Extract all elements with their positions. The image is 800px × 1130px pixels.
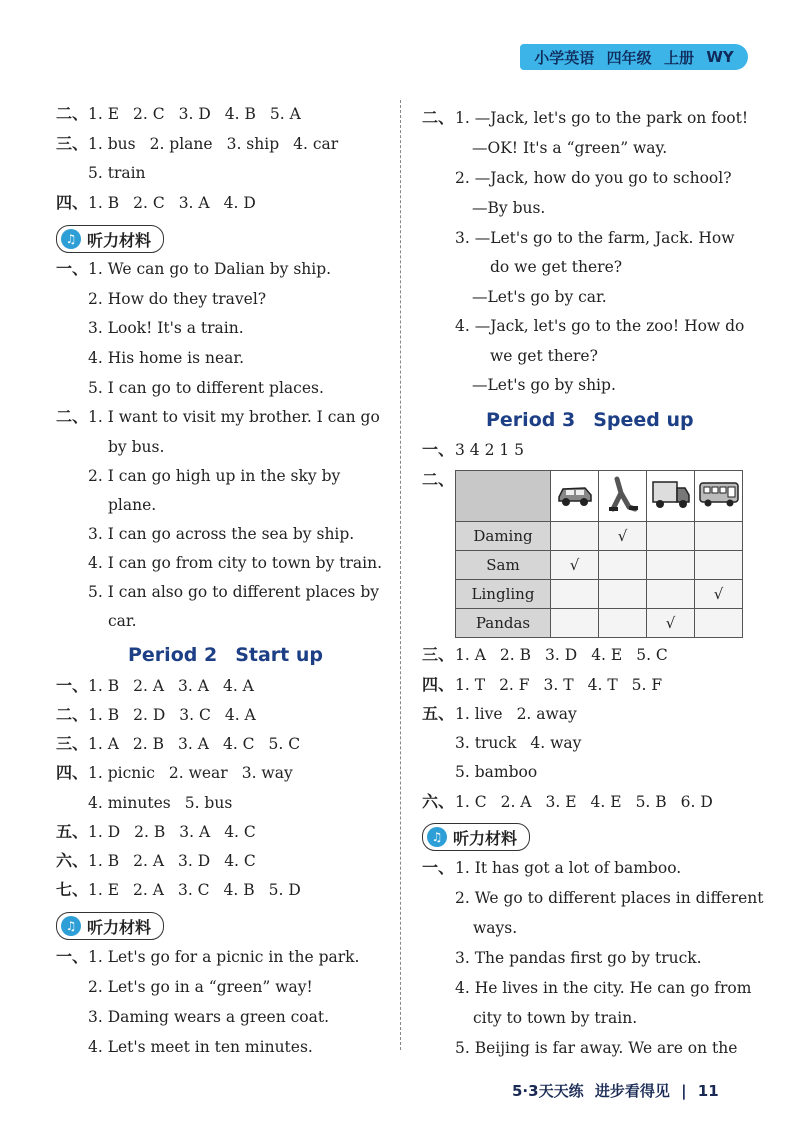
text-line: 4. —Jack, let's go to the zoo! How do (455, 317, 745, 335)
answer-row (88, 851, 256, 871)
text-line: 1. —Jack, let's go to the park on foot! (455, 109, 749, 127)
answer-item: 3. A (178, 194, 210, 212)
answer-item: 4. car (293, 135, 339, 153)
listening-material-text: 听力材料 (87, 917, 152, 937)
text-line: do we get there? (490, 258, 623, 276)
table-icon-cell (551, 471, 599, 522)
text-line: 4. I can go from city to town by train. (88, 554, 383, 572)
text-line: 2. We go to different places in different (455, 889, 764, 907)
check-cell (695, 609, 743, 638)
answer-item: 3. E (545, 793, 577, 811)
edition-label: WY (706, 48, 734, 66)
answer-item: 5. train (88, 164, 146, 182)
footer-brand: 5·3天天练 (512, 1082, 584, 1100)
text-line: 4. He lives in the city. He can go from (455, 979, 752, 997)
answer-item: 4. T (587, 676, 618, 694)
check-cell: √ (551, 551, 599, 580)
answer-item: 1. B (88, 194, 120, 212)
text-line: 3. Look! It's a train. (88, 319, 244, 337)
table-icon-cell (695, 471, 743, 522)
section-number: 三、 (422, 645, 455, 664)
answer-item: 2. A (133, 677, 165, 695)
answer-row (455, 645, 668, 665)
headphones-icon: ♫ (61, 229, 81, 249)
answer-item: 4. way (530, 734, 582, 752)
answer-item: 2. C (133, 194, 165, 212)
headphones-icon: ♫ (61, 916, 81, 936)
text-line: 5. I can also go to different places by (88, 583, 379, 601)
section-number: 六、 (56, 851, 89, 870)
answer-item: 4. C (222, 735, 255, 753)
answer-item: 3. D (178, 852, 211, 870)
check-cell (551, 580, 599, 609)
answer-row (88, 676, 254, 696)
text-line: 1. I want to visit my brother. I can go (88, 408, 380, 426)
period-title: Start up (235, 644, 323, 666)
answer-item: 1. D (88, 823, 121, 841)
check-cell: √ (695, 580, 743, 609)
section-number: 三、 (56, 734, 89, 753)
answer-row (88, 880, 301, 900)
answer-row (88, 734, 300, 754)
section-number: 一、 (422, 858, 455, 877)
table-icon-cell (599, 471, 647, 522)
answer-row (88, 134, 338, 154)
answer-item: 1. C (455, 793, 487, 811)
answer-item: 4. A (222, 677, 254, 695)
answer-item: 1. bus (88, 135, 136, 153)
answer-item: 4. A (224, 706, 256, 724)
answer-item: 4. D (223, 194, 256, 212)
answer-item: 2. wear (168, 764, 228, 782)
answer-item: 2. B (132, 735, 165, 753)
walking-icon (603, 499, 643, 517)
column-divider (400, 100, 401, 1050)
row-name: Pandas (456, 609, 551, 638)
listening-material-label (56, 225, 164, 253)
answer-item: 1. B (88, 852, 120, 870)
transport-table (455, 470, 743, 638)
answer-row (88, 705, 256, 725)
answer-item: 1. E (88, 881, 120, 899)
headphones-icon: ♫ (427, 827, 447, 847)
answer-item: 2. C (133, 105, 165, 123)
answer-item: 2. away (516, 705, 577, 723)
answer-item: 4. minutes (88, 794, 171, 812)
answer-item: 3. T (543, 676, 574, 694)
text-line: 2. I can go high up in the sky by (88, 467, 341, 485)
text-line: city to town by train. (473, 1009, 638, 1027)
answer-item: 4. E (590, 793, 622, 811)
answer-item: 3. ship (226, 135, 280, 153)
section-number: 五、 (56, 822, 89, 841)
text-line: 2. How do they travel? (88, 290, 267, 308)
answer-row (88, 193, 256, 213)
table-row (456, 551, 743, 580)
answer-item: 1. B (88, 706, 120, 724)
car-icon (555, 495, 595, 513)
header-badge (520, 44, 748, 70)
section-number: 五、 (422, 704, 455, 723)
section-number: 四、 (56, 193, 89, 212)
answer-item: 1. T (455, 676, 486, 694)
subject-label: 小学英语 (534, 48, 595, 67)
text-line: 3 4 2 1 5 (455, 441, 525, 459)
listening-material-label (422, 823, 530, 851)
answer-item: 1. picnic (88, 764, 155, 782)
row-name: Sam (456, 551, 551, 580)
answer-item: 4. E (591, 646, 623, 664)
answer-row (88, 163, 146, 183)
truck-icon (650, 497, 692, 515)
row-name: Lingling (456, 580, 551, 609)
text-line: 4. Let's meet in ten minutes. (88, 1038, 313, 1056)
row-name: Daming (456, 522, 551, 551)
table-row (456, 522, 743, 551)
period-name: Period 3 (486, 409, 576, 431)
section-number: 一、 (56, 947, 89, 966)
answer-item: 3. way (241, 764, 293, 782)
answer-item: 1. A (455, 646, 486, 664)
text-line: 2. Let's go in a “green” way! (88, 978, 313, 996)
period-title: Speed up (593, 409, 694, 431)
footer-slogan: 进步看得见 (594, 1082, 670, 1100)
answer-row (455, 733, 581, 753)
answer-item: 1. E (88, 105, 120, 123)
answer-item: 1. A (88, 735, 119, 753)
text-line: 3. —Let's go to the farm, Jack. How (455, 229, 735, 247)
section-number: 二、 (56, 705, 89, 724)
answer-item: 2. F (499, 676, 530, 694)
answer-item: 5. F (631, 676, 663, 694)
answer-item: 2. A (500, 793, 532, 811)
section-number: 六、 (422, 792, 455, 811)
volume-label: 上册 (663, 48, 694, 67)
check-cell (647, 551, 695, 580)
text-line: ways. (473, 919, 518, 937)
page-footer: 5·3天天练 进步看得见 | 11 (512, 1082, 719, 1100)
text-line: 1. Let's go for a picnic in the park. (88, 948, 360, 966)
answer-item: 5. A (269, 105, 301, 123)
listening-material-text: 听力材料 (87, 230, 152, 250)
section-number: 一、 (422, 440, 455, 459)
answer-item: 1. live (455, 705, 503, 723)
table-row (456, 580, 743, 609)
answer-item: 3. D (178, 105, 211, 123)
answer-row (455, 675, 662, 695)
text-line: we get there? (490, 347, 598, 365)
text-line: —By bus. (472, 199, 546, 217)
answer-item: 4. B (223, 881, 255, 899)
answer-item: 4. C (224, 823, 256, 841)
answer-item: 3. A (178, 677, 209, 695)
period-name: Period 2 (128, 644, 218, 666)
answer-item: 6. D (680, 793, 713, 811)
text-line: 3. I can go across the sea by ship. (88, 525, 355, 543)
answer-item: 2. B (499, 646, 532, 664)
text-line: 1. It has got a lot of bamboo. (455, 859, 682, 877)
answer-row (88, 822, 256, 842)
answer-item: 2. B (134, 823, 166, 841)
section-number: 一、 (56, 676, 89, 695)
text-line: 1. We can go to Dalian by ship. (88, 260, 332, 278)
listening-material-text: 听力材料 (453, 828, 518, 848)
answer-item: 2. A (133, 881, 164, 899)
check-cell (551, 609, 599, 638)
text-line: —OK! It's a “green” way. (472, 139, 668, 157)
check-cell: √ (599, 522, 647, 551)
answer-item: 2. plane (149, 135, 213, 153)
answer-item: 5. C (636, 646, 668, 664)
text-line: —Let's go by car. (472, 288, 607, 306)
answer-item: 3. C (179, 706, 211, 724)
answer-item: 5. D (268, 881, 301, 899)
check-cell (647, 580, 695, 609)
grade-label: 四年级 (606, 48, 652, 67)
text-line: 3. Daming wears a green coat. (88, 1008, 330, 1026)
section-number: 七、 (56, 880, 89, 899)
check-cell (695, 551, 743, 580)
text-line: 5. Beijing is far away. We are on the (455, 1039, 738, 1057)
check-cell (599, 609, 647, 638)
text-line: 3. The pandas first go by truck. (455, 949, 702, 967)
section-number: 二、 (56, 407, 89, 426)
answer-item: 3. D (545, 646, 578, 664)
answer-item: 5. C (268, 735, 301, 753)
answer-item: 2. D (133, 706, 166, 724)
answer-item: 3. A (179, 823, 211, 841)
answer-row (88, 793, 232, 813)
text-line: 4. His home is near. (88, 349, 245, 367)
text-line: —Let's go by ship. (472, 376, 616, 394)
page-number: 11 (697, 1082, 719, 1100)
check-cell (695, 522, 743, 551)
answer-item: 5. bamboo (455, 763, 538, 781)
table-row (456, 609, 743, 638)
period-heading (486, 409, 694, 431)
answer-item: 2. A (133, 852, 165, 870)
text-line: plane. (108, 496, 157, 514)
answer-item: 3. truck (455, 734, 517, 752)
answer-item: 3. A (178, 735, 209, 753)
table-corner (456, 471, 551, 522)
answer-row (455, 704, 577, 724)
answer-item: 3. C (177, 881, 210, 899)
answer-row (88, 104, 301, 124)
answer-item: 4. B (224, 105, 256, 123)
check-cell: √ (647, 609, 695, 638)
answer-row (455, 762, 537, 782)
answer-item: 5. bus (184, 794, 233, 812)
listening-material-label (56, 912, 164, 940)
period-heading (128, 644, 323, 666)
section-number: 三、 (56, 134, 89, 153)
text-line: 2. —Jack, how do you go to school? (455, 169, 732, 187)
check-cell (647, 522, 695, 551)
text-line: car. (108, 612, 137, 630)
section-number: 二、 (56, 104, 89, 123)
section-number: 一、 (56, 259, 89, 278)
section-number: 四、 (56, 763, 89, 782)
answer-item: 4. C (224, 852, 256, 870)
text-line: 5. I can go to different places. (88, 379, 324, 397)
answer-row (88, 763, 293, 783)
section-number: 二、 (422, 108, 455, 127)
check-cell (551, 522, 599, 551)
section-number: 四、 (422, 675, 455, 694)
table-icon-cell (647, 471, 695, 522)
answer-row (455, 792, 713, 812)
text-line: by bus. (108, 438, 165, 456)
answer-item: 5. B (635, 793, 667, 811)
check-cell (599, 551, 647, 580)
answer-item: 1. B (88, 677, 120, 695)
section-number: 二、 (422, 470, 455, 489)
check-cell (599, 580, 647, 609)
bus-icon (697, 496, 741, 514)
